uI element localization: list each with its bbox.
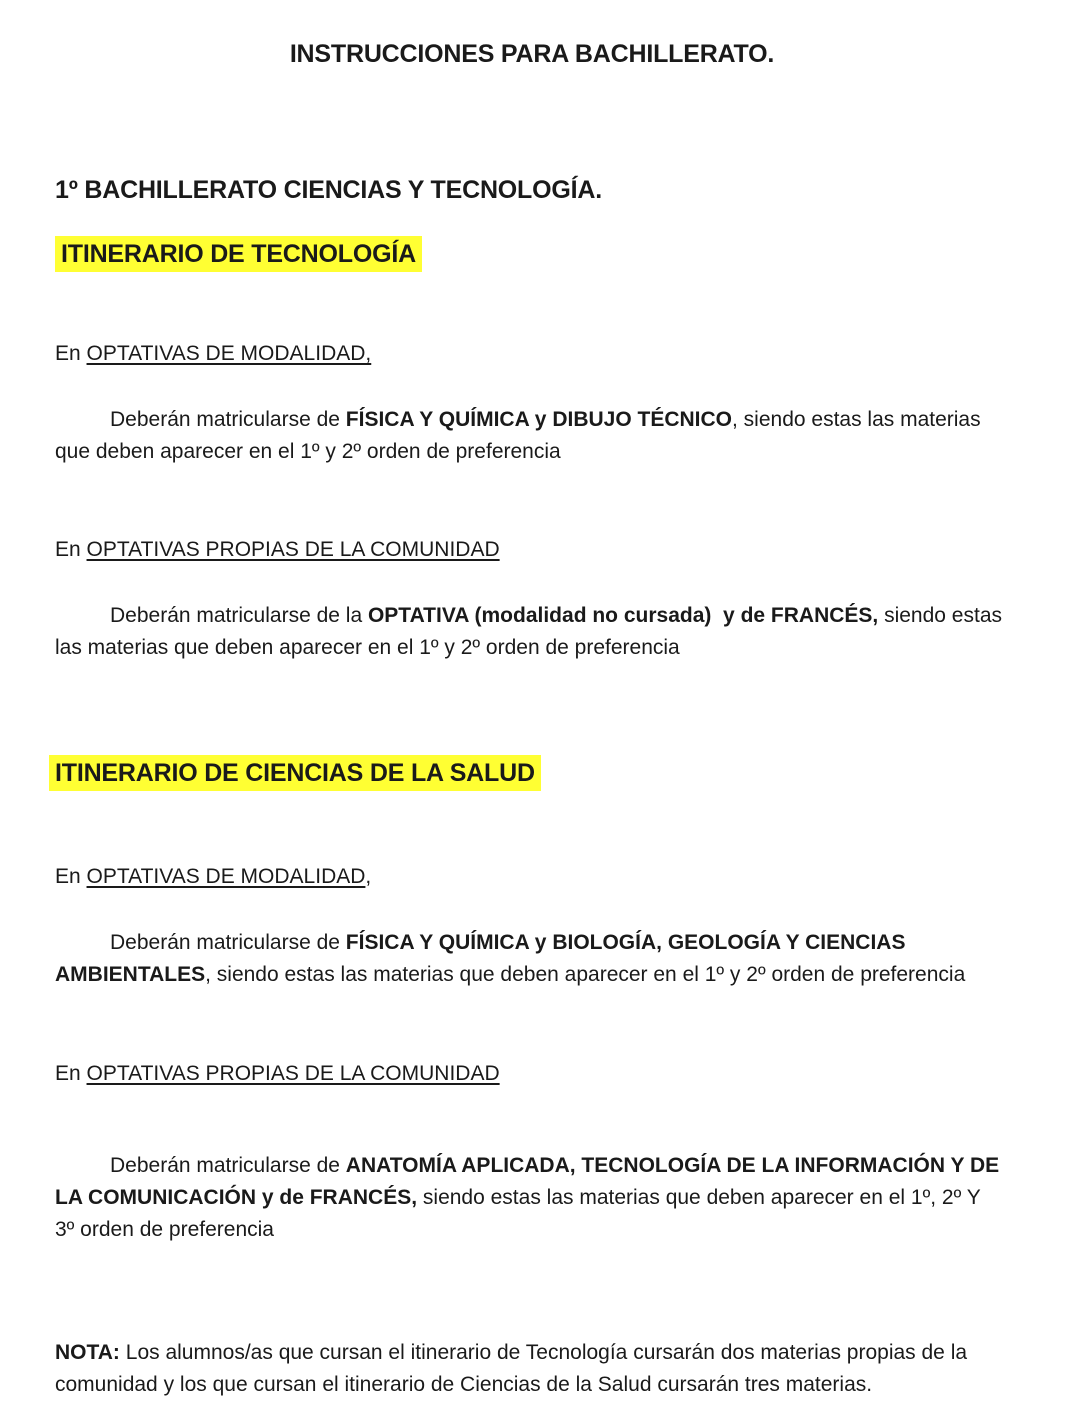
health-modalidad-subjects-1: FÍSICA Y QUÍMICA y BIOLOGÍA, GEOLOGÍA Y CIENCIAS [345,931,906,954]
tech-comunidad-paragraph [55,600,1040,664]
document-title: INSTRUCCIONES PARA BACHILLERATO. [289,40,775,68]
itinerary-tech-heading-text: ITINERARIO DE TECNOLOGÍA [55,236,422,272]
itinerary-tech-heading [55,240,422,269]
health-comunidad-label: OPTATIVAS PROPIAS DE LA COMUNIDAD [86,1062,500,1085]
health-modalidad-paragraph [55,927,1040,991]
health-comunidad-prefix: En [55,1062,81,1085]
health-comunidad-text-3: 3º orden de preferencia [55,1218,274,1241]
health-comunidad-text-1: Deberán matricularse de [110,1154,346,1177]
health-comunidad-subjects-2: LA COMUNICACIÓN y de FRANCÉS, [55,1186,418,1209]
tech-modalidad-text-2: , siendo estas las materias [732,408,981,431]
note-text-1: Los alumnos/as que cursan el itinerario de Tecnología cursarán dos materias propias de la [119,1341,968,1364]
tech-modalidad-prefix: En [55,342,81,365]
tech-comunidad-label: OPTATIVAS PROPIAS DE LA COMUNIDAD [86,538,500,561]
note-text-2: comunidad y los que cursan el itinerario de Ciencias de la Salud cursarán tres materias. [55,1373,873,1396]
health-modalidad-prefix: En [55,865,81,888]
tech-comunidad-text-2: siendo estas [878,604,1002,627]
health-modalidad-suffix: , [365,865,372,888]
tech-comunidad-prefix: En [55,538,81,561]
health-comunidad-label-line [55,1058,500,1090]
health-comunidad-text-2: siendo estas las materias que deben aparecer en el 1º, 2º Y [417,1186,981,1209]
health-modalidad-label-line [55,861,371,893]
health-modalidad-subjects-2: AMBIENTALES [55,963,206,986]
tech-modalidad-subjects: FÍSICA Y QUÍMICA y DIBUJO TÉCNICO [345,408,732,431]
itinerary-health-heading-text: ITINERARIO DE CIENCIAS DE LA SALUD [49,755,541,791]
tech-modalidad-paragraph [55,404,1040,468]
tech-modalidad-text-1: Deberán matricularse de [110,408,346,431]
tech-comunidad-subjects: OPTATIVA (modalidad no cursada) y de FRANCÉS, [367,604,879,627]
tech-comunidad-label-line [55,534,500,566]
tech-comunidad-text-3: las materias que deben aparecer en el 1º y 2º orden de preferencia [55,636,680,659]
itinerary-health-heading [49,759,541,788]
health-comunidad-subjects-1: ANATOMÍA APLICADA, TECNOLOGÍA DE LA INFORMACIÓN Y DE [345,1154,1000,1177]
course-heading: 1º BACHILLERATO CIENCIAS Y TECNOLOGÍA. [55,176,602,204]
health-modalidad-text-2: , siendo estas las materias que deben aparecer en el 1º y 2º orden de preferencia [205,963,966,986]
health-modalidad-text-1: Deberán matricularse de [110,931,346,954]
health-comunidad-paragraph [55,1150,1040,1246]
note-paragraph [55,1337,1055,1401]
tech-modalidad-text-3: que deben aparecer en el 1º y 2º orden de preferencia [55,440,561,463]
tech-comunidad-text-1: Deberán matricularse de la [110,604,368,627]
health-modalidad-label: OPTATIVAS DE MODALIDAD [86,865,366,888]
tech-modalidad-label: OPTATIVAS DE MODALIDAD, [86,342,372,365]
note-label: NOTA: [55,1341,120,1364]
tech-modalidad-label-line [55,338,371,370]
